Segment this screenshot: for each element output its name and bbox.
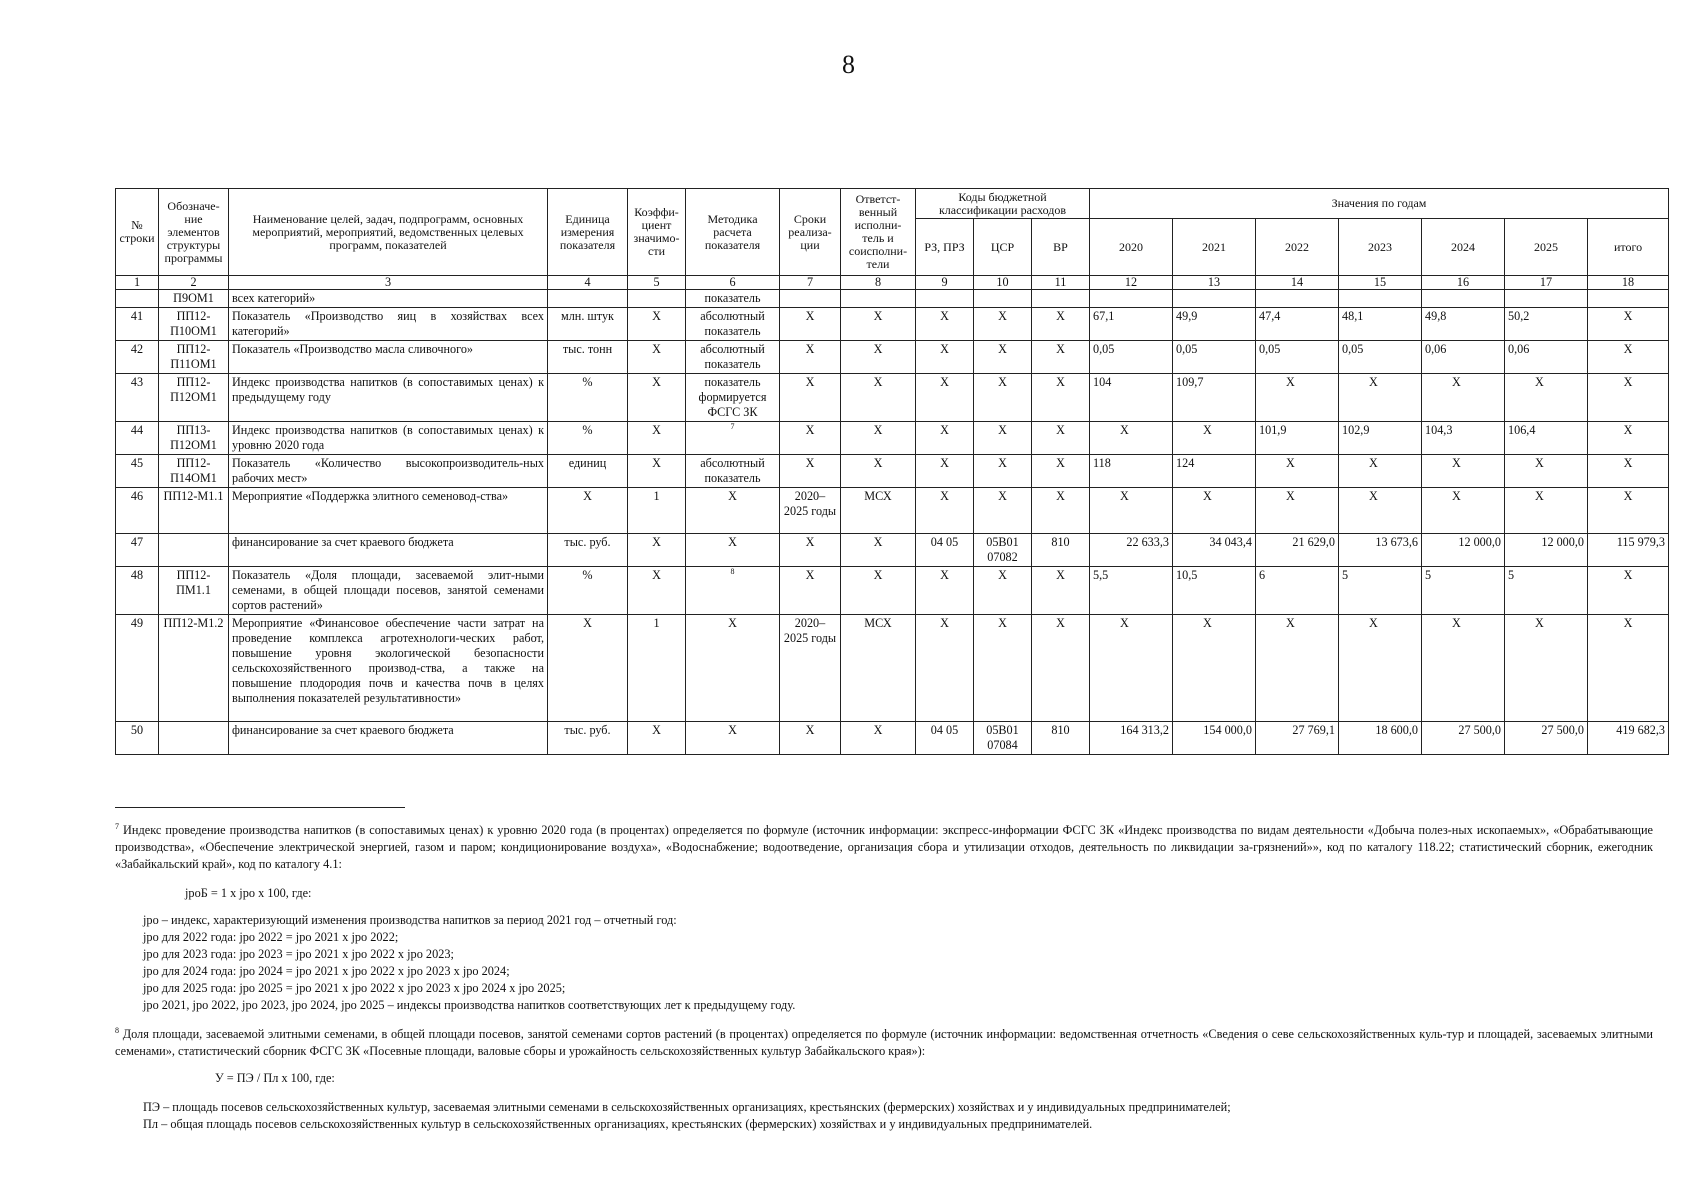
unit-cell (548, 290, 628, 308)
year-value-cell: 50,2 (1505, 308, 1588, 341)
year-value-cell: X (1505, 374, 1588, 422)
coefficient-cell (628, 290, 686, 308)
coefficient-cell: 1 (628, 615, 686, 722)
header-csr: ЦСР (974, 219, 1032, 276)
unit-cell: % (548, 422, 628, 455)
row-number-cell: 44 (116, 422, 159, 455)
csr-code-cell: 05В01 07082 (974, 534, 1032, 567)
responsible-cell: X (841, 374, 916, 422)
row-number-cell (116, 290, 159, 308)
column-number: 16 (1422, 276, 1505, 290)
row-number-cell: 50 (116, 722, 159, 755)
year-value-cell: 104 (1090, 374, 1173, 422)
element-name-cell: Показатель «Производство масла сливочного» (229, 341, 548, 374)
coefficient-cell: X (628, 455, 686, 488)
year-value-cell: 102,9 (1339, 422, 1422, 455)
header-year: 2022 (1256, 219, 1339, 276)
footnote-7-mark: 7 (115, 821, 119, 831)
unit-cell: % (548, 374, 628, 422)
year-value-cell: X (1173, 488, 1256, 534)
table-row (116, 722, 1669, 755)
footnote-8-line: ПЭ – площадь посевов сельскохозяйственных культур, засеваемая элитными семенами в сельскохозяйственных организациях, крестьянских (фермерских) хозяйствах и у индивидуальных предпринимателей; (143, 1100, 1231, 1114)
unit-cell: единиц (548, 455, 628, 488)
year-value-cell: 12 000,0 (1505, 534, 1588, 567)
column-number-row (116, 276, 1669, 290)
year-value-cell: 0,05 (1256, 341, 1339, 374)
rz-code-cell: 04 05 (916, 722, 974, 755)
total-value-cell: X (1588, 374, 1669, 422)
footnote-divider (115, 807, 405, 808)
column-number: 4 (548, 276, 628, 290)
column-number: 8 (841, 276, 916, 290)
year-value-cell: X (1090, 422, 1173, 455)
header-rz: РЗ, ПРЗ (916, 219, 974, 276)
year-value-cell: 6 (1256, 567, 1339, 615)
year-value-cell (1090, 290, 1173, 308)
unit-cell: % (548, 567, 628, 615)
year-value-cell (1339, 290, 1422, 308)
row-number-cell: 46 (116, 488, 159, 534)
year-value-cell: X (1339, 488, 1422, 534)
rz-code-cell: X (916, 422, 974, 455)
csr-code-cell: X (974, 374, 1032, 422)
element-code-cell: ПП12-ПМ1.1 (159, 567, 229, 615)
total-value-cell: X (1588, 341, 1669, 374)
table-row (116, 374, 1669, 422)
element-code-cell: ПП12-М1.1 (159, 488, 229, 534)
year-value-cell: 27 500,0 (1505, 722, 1588, 755)
responsible-cell (841, 290, 916, 308)
csr-code-cell (974, 290, 1032, 308)
column-number: 15 (1339, 276, 1422, 290)
method-cell: показатель (686, 290, 780, 308)
table-row (116, 341, 1669, 374)
vr-code-cell: X (1032, 422, 1090, 455)
table-row (116, 534, 1669, 567)
column-number: 3 (229, 276, 548, 290)
total-value-cell: X (1588, 455, 1669, 488)
rz-code-cell: X (916, 374, 974, 422)
year-value-cell: 0,05 (1173, 341, 1256, 374)
total-value-cell (1588, 290, 1669, 308)
year-value-cell: X (1256, 374, 1339, 422)
table-row (116, 455, 1669, 488)
footnote-8 (115, 1026, 1653, 1060)
year-value-cell: 154 000,0 (1173, 722, 1256, 755)
total-value-cell: X (1588, 615, 1669, 722)
rz-code-cell (916, 290, 974, 308)
column-number: 18 (1588, 276, 1669, 290)
year-value-cell: 0,06 (1422, 341, 1505, 374)
vr-code-cell: 810 (1032, 722, 1090, 755)
year-value-cell: 18 600,0 (1339, 722, 1422, 755)
table-body (116, 276, 1669, 755)
year-value-cell: X (1505, 615, 1588, 722)
method-cell: абсолютный показатель (686, 308, 780, 341)
rz-code-cell: X (916, 308, 974, 341)
header-total: итого (1588, 219, 1669, 276)
total-value-cell: X (1588, 488, 1669, 534)
year-value-cell: 21 629,0 (1256, 534, 1339, 567)
year-value-cell (1505, 290, 1588, 308)
year-value-cell: X (1505, 455, 1588, 488)
year-value-cell: 49,9 (1173, 308, 1256, 341)
table-row (116, 567, 1669, 615)
year-value-cell: X (1256, 488, 1339, 534)
responsible-cell: X (841, 534, 916, 567)
year-value-cell: 106,4 (1505, 422, 1588, 455)
method-cell: X (686, 615, 780, 722)
header-coefficient: Коэффи-циент значимо-сти (628, 189, 686, 276)
year-value-cell: X (1173, 615, 1256, 722)
year-value-cell (1173, 290, 1256, 308)
element-name-cell: Показатель «Количество высокопроизводитель-ных рабочих мест» (229, 455, 548, 488)
page-number: 8 (842, 50, 855, 79)
year-value-cell: 49,8 (1422, 308, 1505, 341)
header-year: 2023 (1339, 219, 1422, 276)
coefficient-cell: X (628, 422, 686, 455)
method-cell: X (686, 534, 780, 567)
element-code-cell (159, 722, 229, 755)
year-value-cell: 5 (1339, 567, 1422, 615)
total-value-cell: 419 682,3 (1588, 722, 1669, 755)
total-value-cell: 115 979,3 (1588, 534, 1669, 567)
year-value-cell: 5 (1505, 567, 1588, 615)
header-designation: Обозначе-ние элементов структуры программы (159, 189, 229, 276)
term-cell: X (780, 422, 841, 455)
year-value-cell: X (1339, 455, 1422, 488)
header-responsible: Ответст-венный исполни-тель и соисполни-тели (841, 189, 916, 276)
year-value-cell: X (1090, 615, 1173, 722)
term-cell: X (780, 341, 841, 374)
year-value-cell: X (1422, 615, 1505, 722)
element-name-cell: Индекс производства напитков (в сопоставимых ценах) к уровню 2020 года (229, 422, 548, 455)
header-year: 2021 (1173, 219, 1256, 276)
footnote-7-line: jpo 2021, jpo 2022, jpo 2023, jpo 2024, jpo 2025 – индексы производства напитков соответствующих лет к предыдущему году. (143, 998, 796, 1012)
footnote-8-mark: 8 (115, 1025, 119, 1035)
unit-cell: млн. штук (548, 308, 628, 341)
coefficient-cell: X (628, 308, 686, 341)
footnote-7-line: jpo – индекс, характеризующий изменения производства напитков за период 2021 год – отчетный год: (143, 913, 677, 927)
year-value-cell: 109,7 (1173, 374, 1256, 422)
rz-code-cell: 04 05 (916, 534, 974, 567)
element-name-cell: финансирование за счет краевого бюджета (229, 534, 548, 567)
row-number-cell: 45 (116, 455, 159, 488)
csr-code-cell: X (974, 341, 1032, 374)
method-cell: X (686, 488, 780, 534)
footnotes (115, 822, 1653, 1133)
element-code-cell: ПП12-П14ОМ1 (159, 455, 229, 488)
column-number: 10 (974, 276, 1032, 290)
method-cell (686, 422, 780, 455)
row-number-cell: 41 (116, 308, 159, 341)
column-number: 5 (628, 276, 686, 290)
element-code-cell: ПП12-П12ОМ1 (159, 374, 229, 422)
column-number: 1 (116, 276, 159, 290)
element-name-cell: Индекс производства напитков (в сопоставимых ценах) к предыдущему году (229, 374, 548, 422)
csr-code-cell: X (974, 308, 1032, 341)
year-value-cell: 104,3 (1422, 422, 1505, 455)
table-row (116, 308, 1669, 341)
vr-code-cell: X (1032, 488, 1090, 534)
header-unit: Единица измерения показателя (548, 189, 628, 276)
term-cell: X (780, 374, 841, 422)
year-value-cell: 118 (1090, 455, 1173, 488)
footnote-7-text: Индекс проведение производства напитков (в сопоставимых ценах) к уровню 2020 года (в процентах) определяется по формуле (источник информации: экспресс-информации ФСГС ЗК «Индекс производства по видам деятельности «Добыча полез-ных ископаемых», «Обрабатывающие производства», «Обеспечение электрической энергией, газом и паром; кондиционирование воздуха», «Водоснабжение; водоотведение, организация сбора и утилизации отходов, деятельность по ликвидации за-грязнений»», код по каталогу 118.22; статистический сборник, ежегодник «Забайкальский край», код по каталогу 4.1: (115, 823, 1653, 871)
footnote-7-line: jpo для 2023 года: jpo 2023 = jpo 2021 x jpo 2022 x jpo 2023; (143, 947, 454, 961)
vr-code-cell: X (1032, 374, 1090, 422)
rz-code-cell: X (916, 615, 974, 722)
year-value-cell: 0,06 (1505, 341, 1588, 374)
year-value-cell: 10,5 (1173, 567, 1256, 615)
table-row (116, 488, 1669, 534)
year-value-cell: 164 313,2 (1090, 722, 1173, 755)
coefficient-cell: X (628, 341, 686, 374)
unit-cell: X (548, 615, 628, 722)
responsible-cell: X (841, 567, 916, 615)
column-number: 17 (1505, 276, 1588, 290)
year-value-cell: X (1422, 488, 1505, 534)
element-name-cell: Мероприятие «Финансовое обеспечение части затрат на проведение комплекса агротехнологи-ческих работ, повышение уровня экологической безопасности сельскохозяйственного производ-ства, а также на повышение плодородия почв и качества почв в целях выполнения показателей результативности» (229, 615, 548, 722)
table-row (116, 615, 1669, 722)
year-value-cell (1256, 290, 1339, 308)
responsible-cell: X (841, 722, 916, 755)
responsible-cell: X (841, 341, 916, 374)
csr-code-cell: X (974, 422, 1032, 455)
total-value-cell: X (1588, 567, 1669, 615)
year-value-cell: 0,05 (1339, 341, 1422, 374)
unit-cell: тыс. тонн (548, 341, 628, 374)
header-budget-codes: Коды бюджетной классификации расходов (916, 189, 1090, 219)
year-value-cell: X (1173, 422, 1256, 455)
year-value-cell: X (1422, 374, 1505, 422)
csr-code-cell: 05В01 07084 (974, 722, 1032, 755)
header-year: 2024 (1422, 219, 1505, 276)
year-value-cell: X (1090, 488, 1173, 534)
method-cell: абсолютный показатель (686, 341, 780, 374)
footnote-ref: 8 (730, 566, 735, 576)
term-cell: X (780, 534, 841, 567)
year-value-cell: 27 769,1 (1256, 722, 1339, 755)
term-cell: 2020–2025 годы (780, 488, 841, 534)
term-cell: X (780, 567, 841, 615)
element-code-cell: ПП12-П11ОМ1 (159, 341, 229, 374)
vr-code-cell: 810 (1032, 534, 1090, 567)
header-year: 2025 (1505, 219, 1588, 276)
coefficient-cell: X (628, 722, 686, 755)
unit-cell: тыс. руб. (548, 722, 628, 755)
rz-code-cell: X (916, 488, 974, 534)
footnote-7-line: jpo для 2024 года: jpo 2024 = jpo 2021 x jpo 2022 x jpo 2023 x jpo 2024; (143, 964, 510, 978)
csr-code-cell: X (974, 567, 1032, 615)
vr-code-cell: X (1032, 341, 1090, 374)
unit-cell: X (548, 488, 628, 534)
row-number-cell: 48 (116, 567, 159, 615)
year-value-cell: X (1256, 455, 1339, 488)
year-value-cell: X (1422, 455, 1505, 488)
rz-code-cell: X (916, 455, 974, 488)
year-value-cell: 13 673,6 (1339, 534, 1422, 567)
year-value-cell: 48,1 (1339, 308, 1422, 341)
responsible-cell: МСХ (841, 615, 916, 722)
year-value-cell: 5 (1422, 567, 1505, 615)
vr-code-cell: X (1032, 455, 1090, 488)
footnote-ref: 7 (730, 421, 735, 431)
rz-code-cell: X (916, 341, 974, 374)
term-cell: 2020–2025 годы (780, 615, 841, 722)
year-value-cell: X (1339, 374, 1422, 422)
term-cell: X (780, 455, 841, 488)
term-cell (780, 290, 841, 308)
footnote-8-formula: У = ПЭ / Пл x 100, где: (215, 1071, 335, 1085)
table-row (116, 290, 1669, 308)
row-number-cell: 43 (116, 374, 159, 422)
coefficient-cell: 1 (628, 488, 686, 534)
element-code-cell: ПП12-П10ОМ1 (159, 308, 229, 341)
row-number-cell: 47 (116, 534, 159, 567)
element-code-cell: ПП12-М1.2 (159, 615, 229, 722)
year-value-cell (1422, 290, 1505, 308)
column-number: 14 (1256, 276, 1339, 290)
csr-code-cell: X (974, 455, 1032, 488)
term-cell: X (780, 308, 841, 341)
header-name: Наименование целей, задач, подпрограмм, основных мероприятий, мероприятий, ведомственных целевых программ, показателей (229, 189, 548, 276)
method-cell: абсолютный показатель (686, 455, 780, 488)
year-value-cell: 22 633,3 (1090, 534, 1173, 567)
column-number: 13 (1173, 276, 1256, 290)
year-value-cell: 47,4 (1256, 308, 1339, 341)
element-name-cell: Мероприятие «Поддержка элитного семеновод-ства» (229, 488, 548, 534)
coefficient-cell: X (628, 567, 686, 615)
responsible-cell: X (841, 455, 916, 488)
element-name-cell: Показатель «Доля площади, засеваемой элит-ными семенами, в общей площади посевов, занятой семенами сортов растений» (229, 567, 548, 615)
element-name-cell: Показатель «Производство яиц в хозяйствах всех категорий» (229, 308, 548, 341)
coefficient-cell: X (628, 374, 686, 422)
csr-code-cell: X (974, 615, 1032, 722)
year-value-cell: X (1339, 615, 1422, 722)
total-value-cell: X (1588, 422, 1669, 455)
program-indicators-table (115, 188, 1669, 755)
header-method: Методика расчета показателя (686, 189, 780, 276)
element-name-cell: всех категорий» (229, 290, 548, 308)
total-value-cell: X (1588, 308, 1669, 341)
element-code-cell: ПП13-П12ОМ1 (159, 422, 229, 455)
rz-code-cell: X (916, 567, 974, 615)
year-value-cell: 124 (1173, 455, 1256, 488)
header-year: 2020 (1090, 219, 1173, 276)
responsible-cell: МСХ (841, 488, 916, 534)
header-vr: ВР (1032, 219, 1090, 276)
year-value-cell: 12 000,0 (1422, 534, 1505, 567)
element-code-cell (159, 534, 229, 567)
header-values-by-year: Значения по годам (1090, 189, 1669, 219)
vr-code-cell (1032, 290, 1090, 308)
vr-code-cell: X (1032, 615, 1090, 722)
column-number: 7 (780, 276, 841, 290)
footnote-7-line: jpo для 2022 года: jpo 2022 = jpo 2021 x jpo 2022; (143, 930, 399, 944)
year-value-cell: X (1256, 615, 1339, 722)
method-cell: X (686, 722, 780, 755)
vr-code-cell: X (1032, 308, 1090, 341)
responsible-cell: X (841, 308, 916, 341)
footnote-8-line: Пл – общая площадь посевов сельскохозяйственных культур в сельскохозяйственных организациях, крестьянских (фермерских) хозяйствах и у индивидуальных предпринимателей. (143, 1117, 1093, 1131)
term-cell: X (780, 722, 841, 755)
footnote-7-formula: jpoБ = 1 x jpo x 100, где: (185, 886, 312, 900)
year-value-cell: 5,5 (1090, 567, 1173, 615)
csr-code-cell: X (974, 488, 1032, 534)
year-value-cell: X (1505, 488, 1588, 534)
column-number: 6 (686, 276, 780, 290)
table-header (116, 189, 1669, 276)
footnote-8-text: Доля площади, засеваемой элитными семенами, в общей площади посевов, занятой семенами сортов растений (в процентах) определяется по формуле (источник информации: ведомственная отчетность «Сведения о севе сельскохозяйственных куль-тур и площадей, засеваемых элитными семенами», статистический сборник ФСГС ЗК «Посевные площади, валовые сборы и урожайность сельскохозяйственных культур Забайкальского края»): (115, 1027, 1653, 1058)
year-value-cell: 27 500,0 (1422, 722, 1505, 755)
responsible-cell: X (841, 422, 916, 455)
year-value-cell: 101,9 (1256, 422, 1339, 455)
method-cell: показатель формируется ФСГС ЗК (686, 374, 780, 422)
row-number-cell: 42 (116, 341, 159, 374)
column-number: 12 (1090, 276, 1173, 290)
unit-cell: тыс. руб. (548, 534, 628, 567)
header-row-no: № строки (116, 189, 159, 276)
year-value-cell: 0,05 (1090, 341, 1173, 374)
element-code-cell: П9ОМ1 (159, 290, 229, 308)
footnote-7-line: jpo для 2025 года: jpo 2025 = jpo 2021 x jpo 2022 x jpo 2023 x jpo 2024 x jpo 2025; (143, 981, 566, 995)
footnote-7 (115, 822, 1653, 873)
coefficient-cell: X (628, 534, 686, 567)
table-row (116, 422, 1669, 455)
method-cell (686, 567, 780, 615)
column-number: 11 (1032, 276, 1090, 290)
row-number-cell: 49 (116, 615, 159, 722)
header-terms: Сроки реализа-ции (780, 189, 841, 276)
column-number: 2 (159, 276, 229, 290)
year-value-cell: 34 043,4 (1173, 534, 1256, 567)
vr-code-cell: X (1032, 567, 1090, 615)
element-name-cell: финансирование за счет краевого бюджета (229, 722, 548, 755)
column-number: 9 (916, 276, 974, 290)
year-value-cell: 67,1 (1090, 308, 1173, 341)
